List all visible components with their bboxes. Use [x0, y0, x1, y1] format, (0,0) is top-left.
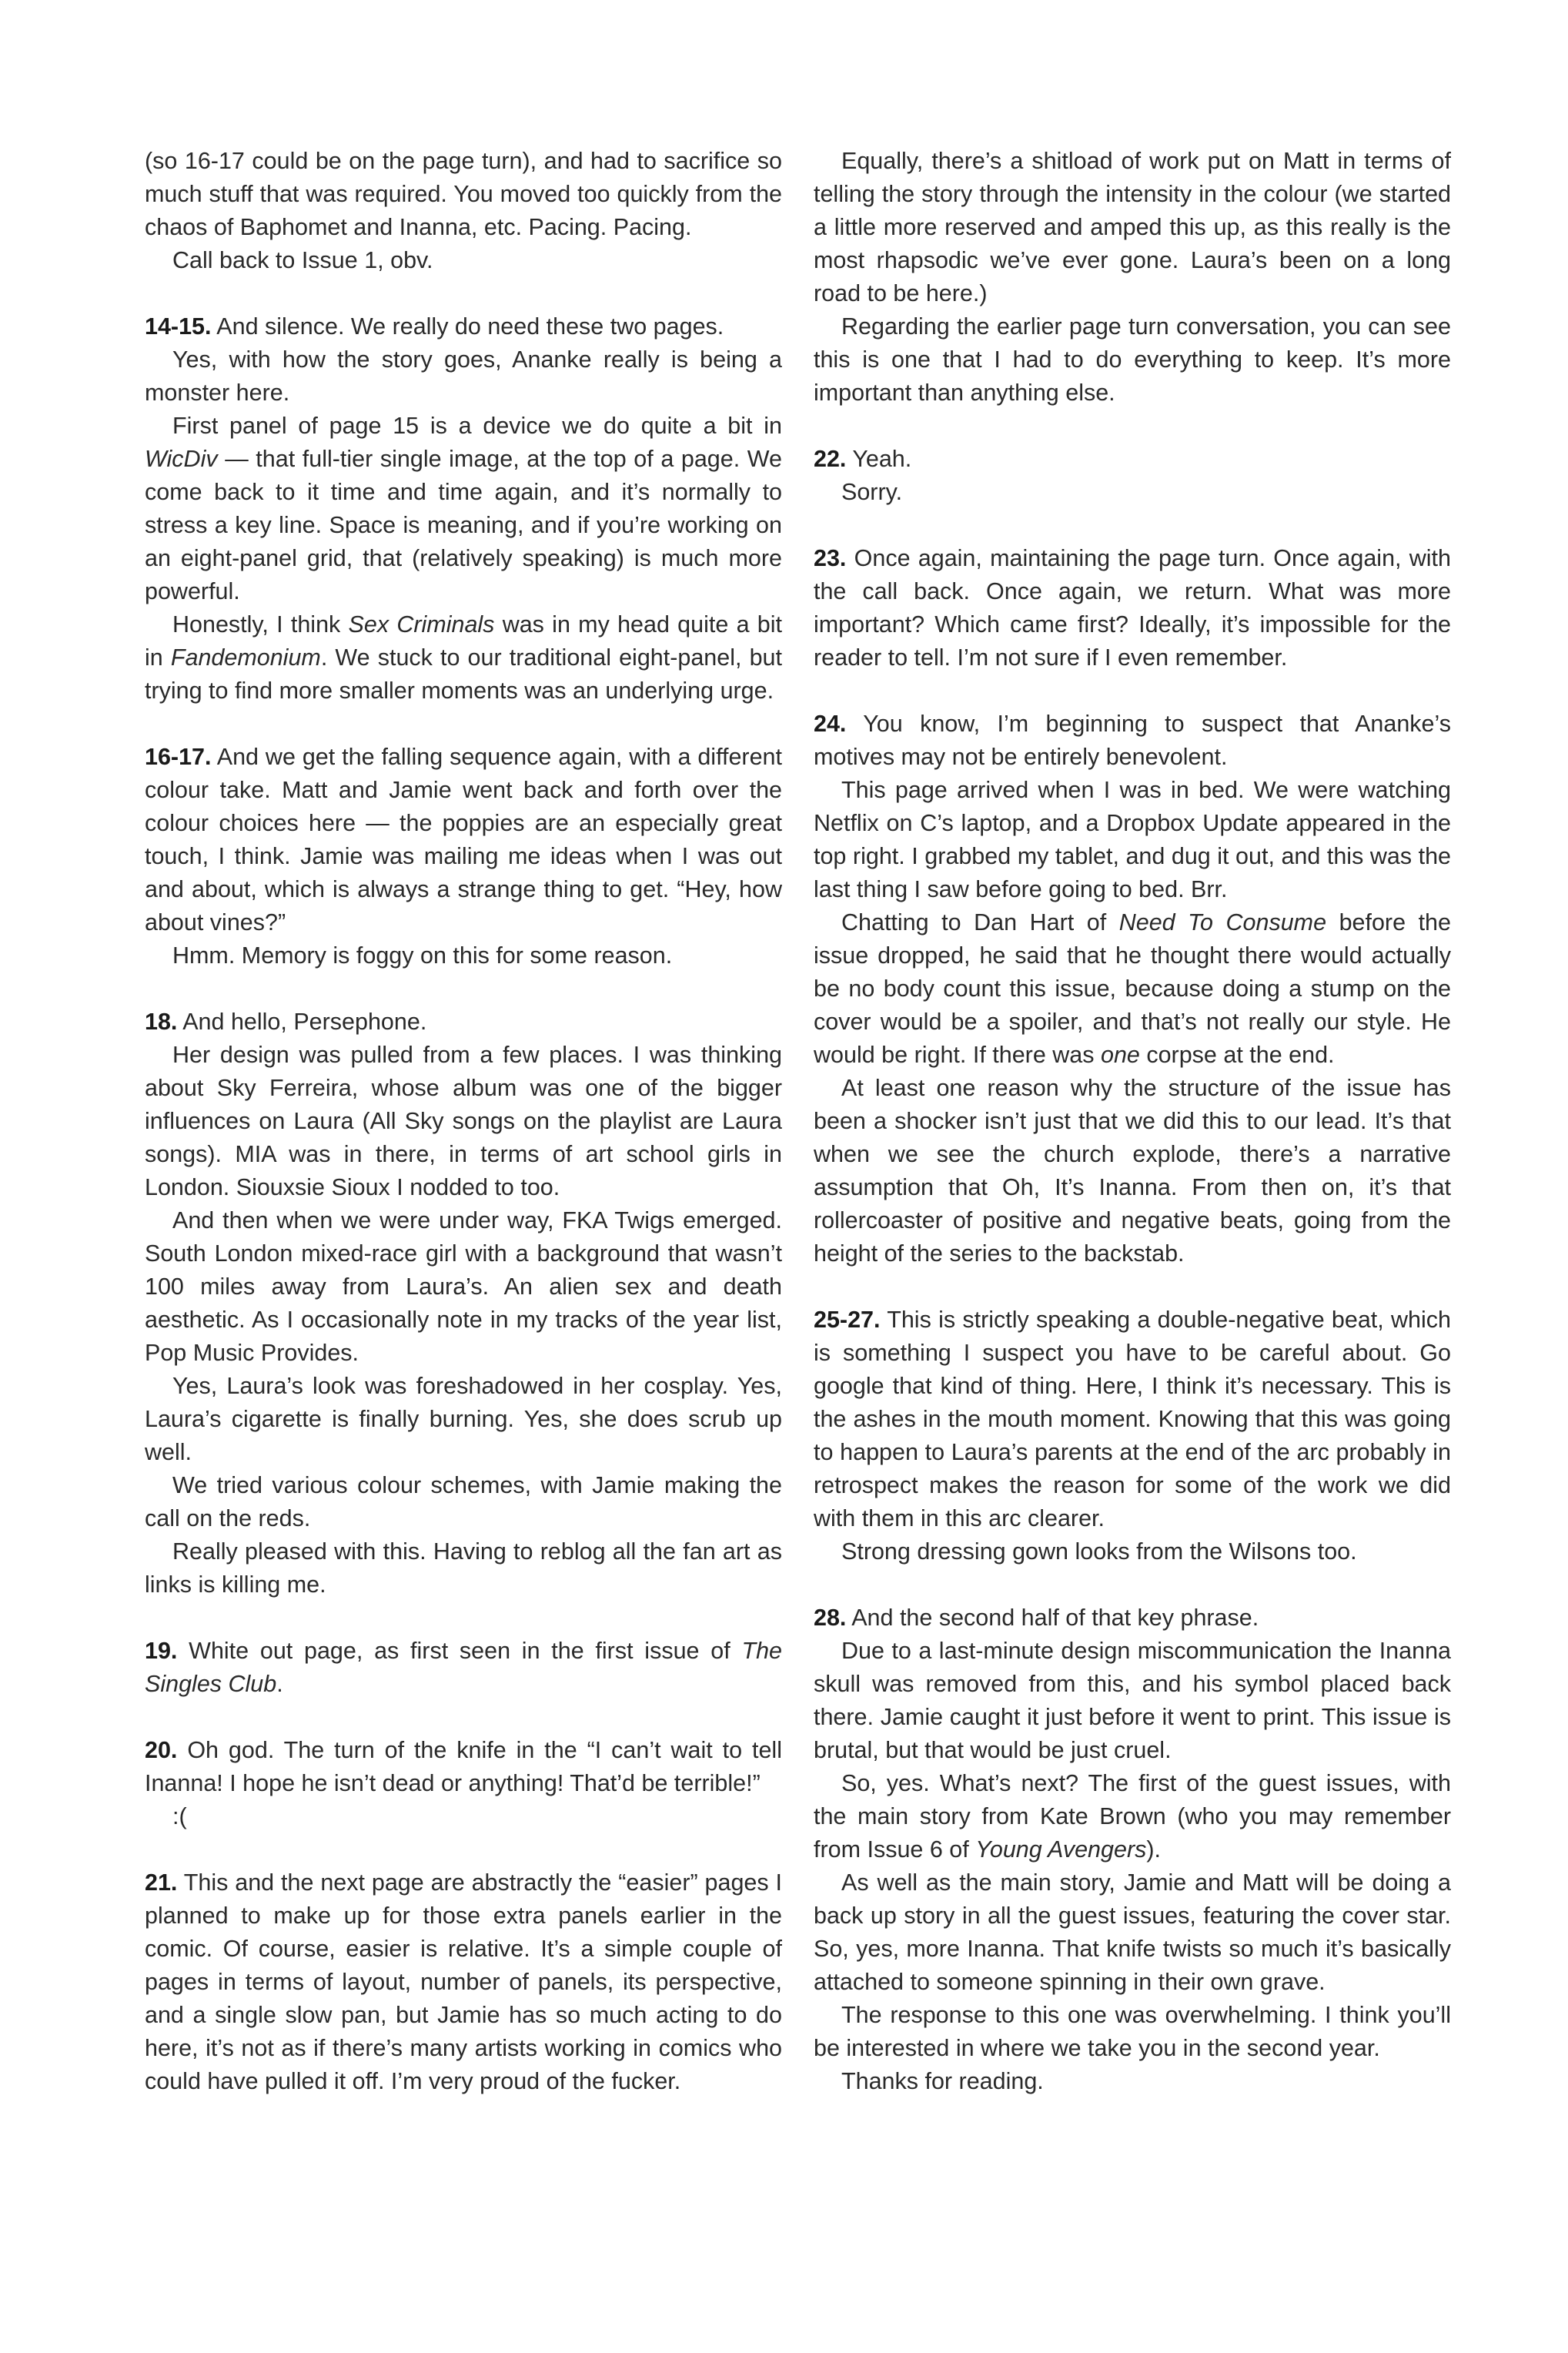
- text-run: Due to a last-minute design miscommunication the Inanna skull was removed from this, and his symbol placed back there. Jamie caught it just before it went to print. This issue is brutal, but that would be just cruel.: [814, 1638, 1451, 1763]
- text-run: corpse at the end.: [1139, 1042, 1335, 1068]
- text-run: So, yes. What’s next? The first of the guest issues, with the main story from Kate Brown (who you may remember from Issue 6 of: [814, 1770, 1451, 1863]
- paragraph: [145, 1635, 782, 1701]
- page-number-label: 14-15.: [145, 313, 212, 340]
- text-run: Strong dressing gown looks from the Wilsons too.: [841, 1538, 1357, 1565]
- paragraph: [814, 476, 1451, 509]
- text-run: And we get the falling sequence again, with a different colour take. Matt and Jamie went back and forth over the colour choices here — the poppies are an especially great touch, I think. Jamie was mailing me ideas when I was out and about, which is always a strange thing to get. “Hey, how about vines?”: [145, 744, 782, 936]
- text-run: Honestly, I think: [172, 611, 349, 638]
- text-run: Her design was pulled from a few places. I was thinking about Sky Ferreira, whose album was one of the bigger influences on Laura (All Sky songs on the playlist are Laura songs). MIA was in there, in terms of art school girls in London. Siouxsie Sioux I nodded to too.: [145, 1042, 782, 1200]
- paragraph: [145, 1535, 782, 1602]
- text-run: Thanks for reading.: [841, 2068, 1044, 2094]
- paragraph: [145, 343, 782, 410]
- paragraph: [814, 1072, 1451, 1270]
- commentary-entry: [814, 708, 1451, 1270]
- page-number-label: 18.: [145, 1009, 178, 1035]
- paragraph: [814, 145, 1451, 310]
- paragraph: [814, 708, 1451, 774]
- text-run: Hmm. Memory is foggy on this for some reason.: [172, 942, 673, 969]
- text-run: This and the next page are abstractly the “easier” pages I planned to make up for those extra panels earlier in the comic. Of course, easier is relative. It’s a simple couple of pages in terms of layout, number of panels, its perspective, and a single slow pan, but Jamie has so much acting to do here, it’s not as if there’s many artists working in comics who could have pulled it off. I’m very proud of the fucker.: [145, 1869, 782, 2094]
- text-run: :(: [172, 1803, 187, 1829]
- text-run: before the issue dropped, he said that he thought there would actually be no body count this issue, because doing a stump on the cover would be a spoiler, and that’s not really our style. He would be right. If there was: [814, 909, 1451, 1068]
- text-run: was in my head quite a bit in: [145, 611, 782, 671]
- left-column: [145, 145, 782, 2098]
- page-number-label: 19.: [145, 1638, 178, 1664]
- text-run: We tried various colour schemes, with Jamie making the call on the reds.: [145, 1472, 782, 1531]
- italic-title: Young Avengers: [975, 1836, 1147, 1863]
- paragraph: [145, 1866, 782, 2098]
- text-run: And the second half of that key phrase.: [846, 1605, 1259, 1631]
- text-run: .: [276, 1671, 283, 1697]
- commentary-entry: [145, 1866, 782, 2098]
- italic-title: one: [1100, 1042, 1140, 1068]
- page-number-label: 16-17.: [145, 744, 212, 770]
- right-column: [814, 145, 1451, 2098]
- commentary-entry: [145, 1006, 782, 1602]
- text-run: As well as the main story, Jamie and Matt will be doing a back up story in all the guest issues, featuring the cover star. So, yes, more Inanna. That knife twists so much it’s basically attached to someone spinning in their own grave.: [814, 1869, 1451, 1995]
- commentary-entry: [145, 310, 782, 708]
- text-run: And silence. We really do need these two pages.: [211, 313, 724, 340]
- commentary-entry: [145, 741, 782, 972]
- text-run: This page arrived when I was in bed. We were watching Netflix on C’s laptop, and a Dropbox Update appeared in the top right. I grabbed my tablet, and dug it out, and this was the last thing I saw before going to bed. Brr.: [814, 777, 1451, 902]
- paragraph: [814, 2065, 1451, 2098]
- text-run: Call back to Issue 1, obv.: [172, 247, 433, 273]
- text-run: White out page, as first seen in the first issue of: [177, 1638, 742, 1664]
- page-number-label: 28.: [814, 1605, 847, 1631]
- page-number-label: 22.: [814, 446, 847, 472]
- paragraph: [145, 410, 782, 608]
- paragraph: [145, 1800, 782, 1833]
- paragraph: [145, 1039, 782, 1204]
- paragraph: [814, 1999, 1451, 2065]
- paragraph: [814, 1767, 1451, 1866]
- text-run: Sorry.: [841, 479, 903, 505]
- paragraph: [814, 1304, 1451, 1535]
- text-run: Chatting to Dan Hart of: [841, 909, 1119, 936]
- paragraph: [145, 310, 782, 343]
- paragraph: [145, 741, 782, 939]
- text-run: And hello, Persephone.: [177, 1009, 427, 1035]
- commentary-entry: [145, 145, 782, 277]
- paragraph: [814, 1602, 1451, 1635]
- paragraph: [814, 443, 1451, 476]
- page-number-label: 25-27.: [814, 1307, 881, 1333]
- page-number-label: 21.: [145, 1869, 178, 1896]
- text-run: This is strictly speaking a double-negative beat, which is something I suspect you have to be careful about. Go google that kind of thing. Here, I think it’s necessary. This is the ashes in the mouth moment. Knowing that this was going to happen to Laura’s parents at the end of the arc probably in retrospect makes the reason for some of the work we did with them in this arc clearer.: [814, 1307, 1451, 1531]
- page-number-label: 20.: [145, 1737, 178, 1763]
- text-run: Regarding the earlier page turn conversation, you can see this is one that I had to do everything to keep. It’s more important than anything else.: [814, 313, 1451, 406]
- text-run: At least one reason why the structure of the issue has been a shocker isn’t just that we did this to our lead. It’s that when we see the church explode, there’s a narrative assumption that Oh, It’s Inanna. From then on, it’s that rollercoaster of positive and negative beats, going from the height of the series to the backstab.: [814, 1075, 1451, 1267]
- paragraph: [814, 542, 1451, 674]
- text-run: Once again, maintaining the page turn. Once again, with the call back. Once again, we return. What was more important? Which came first? Ideally, it’s impossible for the reader to tell. I’m not sure if I even remember.: [814, 545, 1451, 671]
- italic-title: The Singles Club: [145, 1638, 782, 1697]
- text-run: And then when we were under way, FKA Twigs emerged. South London mixed-race girl with a background that wasn’t 100 miles away from Laura’s. An alien sex and death aesthetic. As I occasionally note in my tracks of the year list, Pop Music Provides.: [145, 1207, 782, 1366]
- commentary-entry: [814, 542, 1451, 674]
- text-run: Yeah.: [846, 446, 912, 472]
- text-run: ).: [1146, 1836, 1161, 1863]
- italic-title: WicDiv: [145, 446, 218, 472]
- commentary-entry: [145, 1734, 782, 1833]
- text-run: Yes, Laura’s look was foreshadowed in her cosplay. Yes, Laura’s cigarette is finally burning. Yes, she does scrub up well.: [145, 1373, 782, 1465]
- text-run: First panel of page 15 is a device we do quite a bit in: [172, 413, 782, 439]
- paragraph: [145, 1370, 782, 1469]
- paragraph: [145, 1006, 782, 1039]
- text-run: Oh god. The turn of the knife in the “I can’t wait to tell Inanna! I hope he isn’t dead or anything! That’d be terrible!”: [145, 1737, 782, 1796]
- paragraph: [814, 1635, 1451, 1767]
- paragraph: [145, 608, 782, 708]
- paragraph: [814, 774, 1451, 906]
- commentary-entry: [814, 1602, 1451, 2098]
- text-run: — that full-tier single image, at the top of a page. We come back to it time and time again, and it’s normally to stress a key line. Space is meaning, and if you’re working on an eight-panel grid, that (relatively speaking) is much more powerful.: [145, 446, 782, 604]
- text-run: Yes, with how the story goes, Ananke really is being a monster here.: [145, 346, 782, 406]
- text-run: . We stuck to our traditional eight-panel, but trying to find more smaller moments was an underlying urge.: [145, 644, 782, 704]
- paragraph: [145, 939, 782, 972]
- commentary-entry: [814, 145, 1451, 410]
- commentary-entry: [814, 443, 1451, 509]
- paragraph: [145, 1469, 782, 1535]
- commentary-entry: [145, 1635, 782, 1701]
- italic-title: Need To Consume: [1118, 909, 1327, 936]
- paragraph: [145, 244, 782, 277]
- text-run: Really pleased with this. Having to reblog all the fan art as links is killing me.: [145, 1538, 782, 1598]
- text-run: Equally, there’s a shitload of work put on Matt in terms of telling the story through the intensity in the colour (we started a little more reserved and amped this up, as this really is the most rhapsodic we’ve ever gone. Laura’s been on a long road to be here.): [814, 148, 1451, 306]
- italic-title: Sex Criminals: [348, 611, 495, 638]
- text-run: The response to this one was overwhelming. I think you’ll be interested in where we take you in the second year.: [814, 2002, 1451, 2061]
- paragraph: [814, 1866, 1451, 1999]
- paragraph: [145, 1204, 782, 1370]
- text-run: (so 16-17 could be on the page turn), and had to sacrifice so much stuff that was required. You moved too quickly from the chaos of Baphomet and Inanna, etc. Pacing. Pacing.: [145, 148, 782, 240]
- page-number-label: 24.: [814, 711, 847, 737]
- italic-title: Fandemonium: [170, 644, 321, 671]
- paragraph: [814, 310, 1451, 410]
- text-run: You know, I’m beginning to suspect that Ananke’s motives may not be entirely benevolent.: [814, 711, 1451, 770]
- paragraph: [814, 906, 1451, 1072]
- paragraph: [145, 145, 782, 244]
- page-number-label: 23.: [814, 545, 847, 571]
- paragraph: [145, 1734, 782, 1800]
- commentary-entry: [814, 1304, 1451, 1568]
- paragraph: [814, 1535, 1451, 1568]
